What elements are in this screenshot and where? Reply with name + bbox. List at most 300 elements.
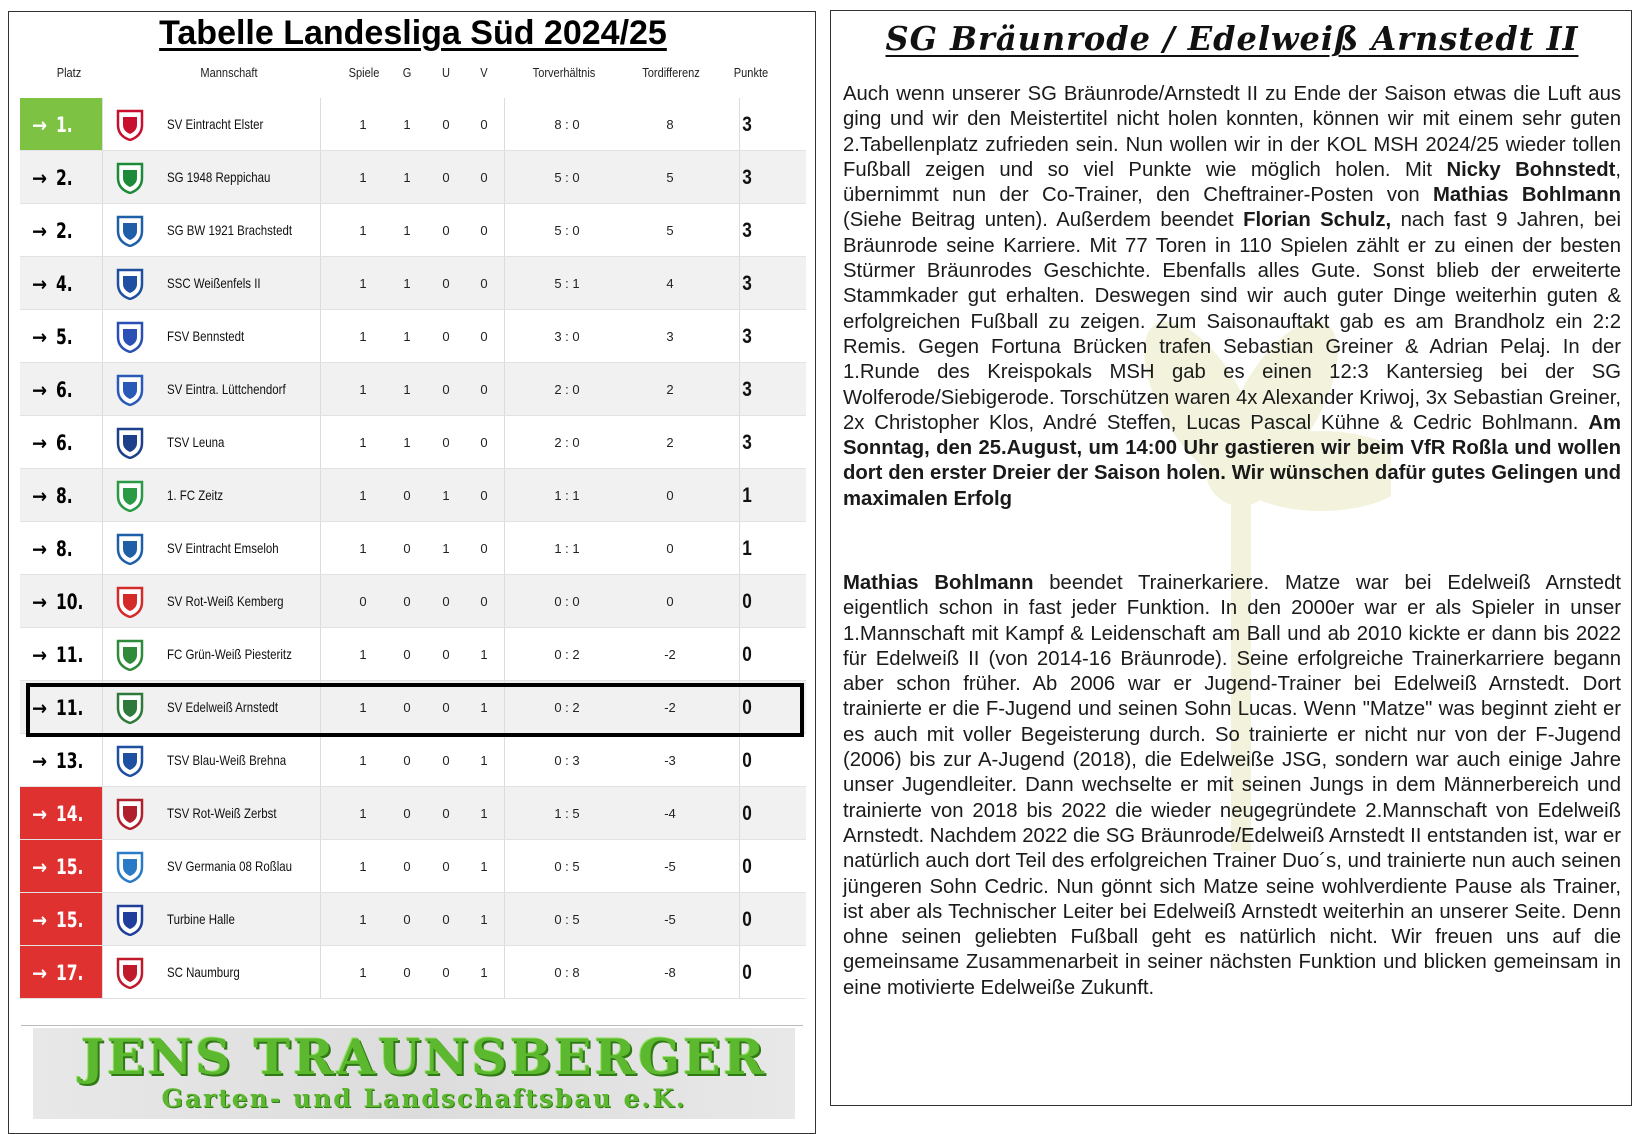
club-crest-icon [115, 427, 145, 459]
cell-diff: 0 [666, 594, 674, 609]
column-divider [320, 98, 321, 151]
table-row [20, 469, 806, 522]
column-divider [102, 787, 103, 840]
cell-diff: 4 [666, 276, 674, 291]
rank-cell [20, 787, 102, 840]
cell-spiele: 1 [359, 488, 367, 503]
rank-cell [20, 840, 102, 893]
article-paragraph-2 [843, 571, 1621, 1001]
rank-cell [20, 522, 102, 575]
cell-punkte: 3 [742, 378, 752, 401]
column-divider [320, 840, 321, 893]
cell-v: 0 [480, 382, 488, 397]
cell-u: 0 [442, 276, 450, 291]
club-crest-icon [115, 957, 145, 989]
cell-spiele: 1 [359, 329, 367, 344]
cell-v: 1 [480, 753, 488, 768]
rank-number: 6. [56, 377, 73, 402]
cell-u: 0 [442, 329, 450, 344]
standings-panel [8, 11, 816, 1134]
cell-v: 0 [480, 276, 488, 291]
cell-tore: 0 : 2 [554, 647, 580, 662]
cell-punkte: 3 [742, 219, 752, 242]
sponsor-name: JENS TRAUNSBERGER [80, 1028, 768, 1086]
cell-diff: 0 [666, 488, 674, 503]
rank-number: 8. [56, 483, 73, 508]
club-crest-icon [115, 162, 145, 194]
cell-punkte: 0 [742, 696, 752, 719]
table-row [20, 681, 806, 734]
header-mannschaft: Mannschaft [200, 65, 258, 80]
cell-diff: 5 [666, 223, 674, 238]
cell-v: 0 [480, 488, 488, 503]
team-name: SG 1948 Reppichau [167, 169, 271, 185]
cell-v: 0 [480, 117, 488, 132]
column-divider [320, 416, 321, 469]
cell-punkte: 3 [742, 272, 752, 295]
cell-punkte: 3 [742, 113, 752, 136]
cell-spiele: 1 [359, 541, 367, 556]
cell-spiele: 1 [359, 753, 367, 768]
column-divider [320, 257, 321, 310]
column-divider [504, 98, 505, 151]
column-divider [102, 681, 103, 734]
table-row [20, 575, 806, 628]
cell-tore: 1 : 1 [554, 488, 580, 503]
club-crest-icon [115, 480, 145, 512]
cell-u: 1 [442, 488, 450, 503]
cell-v: 1 [480, 965, 488, 980]
club-crest-icon [115, 692, 145, 724]
cell-g: 1 [403, 435, 411, 450]
cell-diff: 5 [666, 170, 674, 185]
cell-u: 0 [442, 382, 450, 397]
cell-u: 1 [442, 541, 450, 556]
cell-spiele: 1 [359, 117, 367, 132]
cell-punkte: 0 [742, 749, 752, 772]
column-divider [504, 840, 505, 893]
cell-u: 0 [442, 912, 450, 927]
cell-punkte: 0 [742, 961, 752, 984]
club-crest-icon [115, 904, 145, 936]
column-divider [504, 628, 505, 681]
cell-diff: -4 [664, 806, 676, 821]
rank-cell [20, 204, 102, 257]
column-divider [102, 628, 103, 681]
cell-diff: -5 [664, 912, 676, 927]
header-u: U [442, 65, 450, 80]
cell-g: 0 [403, 753, 411, 768]
cell-g: 1 [403, 170, 411, 185]
cell-u: 0 [442, 806, 450, 821]
trend-arrow-icon: → [32, 430, 48, 455]
team-name: SV Eintra. Lüttchendorf [167, 381, 286, 397]
table-row [20, 628, 806, 681]
sponsor-banner [21, 1025, 803, 1129]
table-row [20, 416, 806, 469]
club-crest-icon [115, 109, 145, 141]
cell-spiele: 1 [359, 859, 367, 874]
rank-cell [20, 893, 102, 946]
rank-number: 17. [56, 960, 84, 985]
cell-punkte: 0 [742, 855, 752, 878]
cell-u: 0 [442, 117, 450, 132]
cell-tore: 0 : 0 [554, 594, 580, 609]
table-row [20, 98, 806, 151]
column-divider [102, 734, 103, 787]
team-name: FSV Bennstedt [167, 328, 245, 344]
column-divider [504, 681, 505, 734]
body-text: nach fast 9 Jahren, bei Bräunrode seine Karriere. Mit 77 Toren in 110 Spielen zählt er zu einen der besten Stürmer Bräunrodes Geschichte. Ebenfalls alles Gute. Sonst blieb der erweiterte Stammkader gut erhalten. Deswegen sind wir auch guter Dinge weiterhin guten & erfolgreichen Fußball zu zeigen. Zum Saisonauftakt gab es am Brandholz ein 2:2 Remis. Gegen Fortuna Brücken trafen Sebastian Greiner & Adrian Pelaj. In der 1.Runde des Kreispokals MSH gab es einen 12:3 Kantersieg bei der SG Wolferode/Siebigerode. Torschützen waren 4x Alexander Kriwoj, 3x Sebastian Greiner, 2x Christopher Klos, André Steffen, Lucas Pascal Kühne & Cedric Bohlmann. [843, 209, 1621, 434]
club-crest-icon [115, 745, 145, 777]
rank-number: 6. [56, 430, 73, 455]
column-divider [320, 522, 321, 575]
cell-u: 0 [442, 435, 450, 450]
team-name: SV Rot-Weiß Kemberg [167, 593, 284, 609]
trend-arrow-icon: → [32, 642, 48, 667]
cell-u: 0 [442, 170, 450, 185]
cell-g: 0 [403, 541, 411, 556]
trend-arrow-icon: → [32, 483, 48, 508]
cell-diff: 8 [666, 117, 674, 132]
team-name: FC Grün-Weiß Piesteritz [167, 646, 292, 662]
cell-diff: 2 [666, 435, 674, 450]
trend-arrow-icon: → [32, 695, 48, 720]
column-divider [102, 946, 103, 999]
cell-tore: 2 : 0 [554, 382, 580, 397]
team-name: TSV Leuna [167, 434, 225, 450]
team-name: SSC Weißenfels II [167, 275, 261, 291]
column-divider [504, 151, 505, 204]
rank-number: 15. [56, 907, 84, 932]
row-separator [20, 998, 806, 999]
trend-arrow-icon: → [32, 589, 48, 614]
cell-diff: -2 [664, 700, 676, 715]
column-divider [320, 946, 321, 999]
rank-number: 13. [56, 748, 84, 773]
club-crest-icon [115, 851, 145, 883]
cell-punkte: 3 [742, 166, 752, 189]
cell-punkte: 3 [742, 325, 752, 348]
cell-u: 0 [442, 753, 450, 768]
cell-spiele: 1 [359, 965, 367, 980]
cell-tore: 0 : 3 [554, 753, 580, 768]
rank-number: 2. [56, 165, 73, 190]
rank-cell [20, 151, 102, 204]
table-row [20, 363, 806, 416]
rank-cell [20, 681, 102, 734]
rank-cell [20, 575, 102, 628]
column-divider [320, 310, 321, 363]
cell-g: 0 [403, 806, 411, 821]
column-divider [504, 416, 505, 469]
cell-punkte: 3 [742, 431, 752, 454]
cell-spiele: 1 [359, 382, 367, 397]
cell-g: 0 [403, 488, 411, 503]
column-divider [320, 469, 321, 522]
cell-u: 0 [442, 223, 450, 238]
column-divider [504, 204, 505, 257]
table-row [20, 893, 806, 946]
column-divider [504, 363, 505, 416]
cell-g: 1 [403, 329, 411, 344]
rank-number: 11. [56, 642, 84, 667]
table-row [20, 946, 806, 999]
emphasis-text: Mathias Bohlmann [1432, 184, 1621, 207]
cell-tore: 3 : 0 [554, 329, 580, 344]
rank-cell [20, 628, 102, 681]
trend-arrow-icon: → [32, 218, 48, 243]
cell-punkte: 0 [742, 590, 752, 613]
column-divider [504, 893, 505, 946]
cell-g: 1 [403, 223, 411, 238]
rank-number: 5. [56, 324, 73, 349]
article-title: SG Bräunrode / Edelweiß Arnstedt II [885, 19, 1579, 58]
cell-spiele: 1 [359, 806, 367, 821]
cell-diff: -8 [664, 965, 676, 980]
cell-tore: 2 : 0 [554, 435, 580, 450]
cell-tore: 8 : 0 [554, 117, 580, 132]
cell-tore: 5 : 1 [554, 276, 580, 291]
column-divider [102, 151, 103, 204]
team-name: SG BW 1921 Brachstedt [167, 222, 293, 238]
table-row [20, 310, 806, 363]
header-spiele: Spiele [348, 65, 380, 80]
trend-arrow-icon: → [32, 324, 48, 349]
cell-u: 0 [442, 647, 450, 662]
column-divider [102, 469, 103, 522]
cell-tore: 0 : 5 [554, 859, 580, 874]
column-divider [504, 575, 505, 628]
table-row [20, 151, 806, 204]
cell-g: 0 [403, 912, 411, 927]
column-divider [320, 681, 321, 734]
rank-cell [20, 946, 102, 999]
body-text: Auch wenn unserer SG Bräunrode/Arnstedt II zu Ende der Saison etwas die Luft aus ging und wir den Meistertitel nicht holen konnten, können wir mit einem sehr guten 2.Tabellenplatz zufrieden sein. Nun wollen wir in der KOL MSH 2024/25 wieder tollen Fußball zeigen und so viel Punkte wie möglich holen. Mit [843, 83, 1621, 181]
cell-u: 0 [442, 965, 450, 980]
club-crest-icon [115, 321, 145, 353]
cell-diff: 2 [666, 382, 674, 397]
cell-diff: 3 [666, 329, 674, 344]
club-crest-icon [115, 586, 145, 618]
cell-punkte: 0 [742, 802, 752, 825]
table-title [9, 14, 817, 53]
cell-g: 0 [403, 647, 411, 662]
rank-number: 2. [56, 218, 73, 243]
rank-cell [20, 98, 102, 151]
cell-g: 1 [403, 382, 411, 397]
club-crest-icon [115, 798, 145, 830]
column-divider [504, 469, 505, 522]
column-divider [102, 575, 103, 628]
trend-arrow-icon: → [32, 801, 48, 826]
rank-number: 1. [56, 112, 73, 137]
column-divider [102, 363, 103, 416]
cell-spiele: 1 [359, 223, 367, 238]
column-divider [102, 98, 103, 151]
club-crest-icon [115, 268, 145, 300]
cell-spiele: 1 [359, 912, 367, 927]
column-divider [504, 787, 505, 840]
cell-v: 0 [480, 435, 488, 450]
team-name: SV Germania 08 Roßlau [167, 858, 293, 874]
cell-diff: -5 [664, 859, 676, 874]
column-divider [102, 522, 103, 575]
table-row [20, 522, 806, 575]
rank-number: 10. [56, 589, 84, 614]
cell-g: 1 [403, 276, 411, 291]
body-text: beendet Trainerkariere. Matze war bei Edelweiß Arnstedt eigentlich schon in fast jeder Funktion. In den 2000er war er als Spieler in unser 1.Mannschaft mit Kampf & Leidenschaft am Ball und ab 2010 kickte er dann bis 2022 für Edelweiß II (von 2014-16 Bräunrode). Seine erfolgreiche Trainerkarriere begann aber schon früher. Ab 2006 war er Jugend-Trainer bei Edelweiß Arnstedt. Dort trainierte er die F-Jugend und seinen Sohn Lucas. Wenn "Matze" was beginnt zieht er es auch mit voller Begeisterung durch. So trainierte er nicht nur von der F-Jugend (2006) bis zur A-Jugend (2018), die Edelweiße JSG, sondern war auch einige Jahre unser Jugendleiter. Dann wechselte er mit seinen Jungs in dem Männerbereich und trainierte von 2018 bis 2022 die wieder neugegründete 2.Mannschaft von Edelweiß Arnstedt. Nachdem 2022 die SG Bräunrode/Edelweiß Arnstedt II entstanden ist, war er natürlich auch dort Teil des erfolgreichen Trainer Duo´s, und trainierte nun auch seinen jüngeren Sohn Cedric. Nun gönnt sich Matze seine wohlverdiente Pause als Trainer, ist aber als Technischer Leiter bei Edelweiß Arnstedt weiterhin an unserer Seite. Denn ohne seinen geliebten Fußball geht es natürlich nicht. Wir freuen uns auf die gemeinsame Zusammenarbeit in seiner nächsten Funktion und blicken gemeinsam in eine motivierte Edelweiße Zukunft. [843, 572, 1621, 999]
table-row [20, 257, 806, 310]
emphasis-text: Am Sonntag, den 25.August, um 14:00 Uhr gastieren wir beim VfR Roßla und wollen dort den erster Dreier der Saison holen. Wir wünschen dafür gutes Gelingen und maximalen Erfolg [843, 411, 1621, 510]
sponsor-subtitle: Garten- und Landschaftsbau e.K. [161, 1084, 687, 1113]
table-row [20, 204, 806, 257]
team-name: SV Eintracht Elster [167, 116, 264, 132]
cell-diff: -3 [664, 753, 676, 768]
column-divider [320, 628, 321, 681]
table-row [20, 787, 806, 840]
trend-arrow-icon: → [32, 377, 48, 402]
cell-tore: 5 : 0 [554, 170, 580, 185]
club-crest-icon [115, 374, 145, 406]
trend-arrow-icon: → [32, 854, 48, 879]
column-divider [320, 151, 321, 204]
cell-v: 0 [480, 170, 488, 185]
cell-v: 1 [480, 700, 488, 715]
cell-punkte: 0 [742, 643, 752, 666]
column-divider [102, 840, 103, 893]
cell-v: 0 [480, 223, 488, 238]
column-divider [320, 204, 321, 257]
trend-arrow-icon: → [32, 112, 48, 137]
cell-u: 0 [442, 594, 450, 609]
column-divider [504, 257, 505, 310]
cell-u: 0 [442, 700, 450, 715]
rank-cell [20, 469, 102, 522]
trend-arrow-icon: → [32, 748, 48, 773]
cell-tore: 0 : 5 [554, 912, 580, 927]
rank-number: 15. [56, 854, 84, 879]
cell-g: 0 [403, 965, 411, 980]
team-name: SV Eintracht Emseloh [167, 540, 279, 556]
article-panel [830, 10, 1632, 1106]
cell-spiele: 1 [359, 276, 367, 291]
column-divider [102, 204, 103, 257]
emphasis-text: Mathias Bohlmann [843, 572, 1034, 594]
cell-v: 1 [480, 912, 488, 927]
column-divider [102, 310, 103, 363]
rank-cell [20, 734, 102, 787]
header-v: V [480, 65, 488, 80]
team-name: TSV Blau-Weiß Brehna [167, 752, 287, 768]
team-name: SC Naumburg [167, 964, 240, 980]
article-paragraph-1 [843, 82, 1621, 512]
cell-u: 0 [442, 859, 450, 874]
column-divider [320, 787, 321, 840]
cell-tore: 0 : 2 [554, 700, 580, 715]
emphasis-text: Florian Schulz, [1243, 209, 1392, 232]
column-divider [504, 310, 505, 363]
cell-diff: -2 [664, 647, 676, 662]
rank-cell [20, 310, 102, 363]
cell-tore: 5 : 0 [554, 223, 580, 238]
column-divider [320, 575, 321, 628]
column-divider [504, 522, 505, 575]
cell-spiele: 1 [359, 647, 367, 662]
cell-spiele: 1 [359, 700, 367, 715]
team-name: Turbine Halle [167, 911, 235, 927]
cell-spiele: 1 [359, 435, 367, 450]
cell-v: 1 [480, 806, 488, 821]
column-divider [320, 734, 321, 787]
team-name: SV Edelweiß Arnstedt [167, 699, 279, 715]
cell-g: 0 [403, 700, 411, 715]
header-punkte: Punkte [733, 65, 769, 80]
cell-v: 1 [480, 647, 488, 662]
cell-g: 0 [403, 859, 411, 874]
column-divider [320, 893, 321, 946]
column-divider [102, 416, 103, 469]
cell-v: 0 [480, 329, 488, 344]
header-tordifferenz: Tordifferenz [642, 65, 700, 80]
column-divider [320, 363, 321, 416]
rank-cell [20, 257, 102, 310]
standings-table [20, 98, 806, 999]
trend-arrow-icon: → [32, 536, 48, 561]
trend-arrow-icon: → [32, 165, 48, 190]
rank-cell [20, 416, 102, 469]
cell-tore: 0 : 8 [554, 965, 580, 980]
rank-number: 11. [56, 695, 84, 720]
cell-spiele: 0 [359, 594, 367, 609]
table-row [20, 734, 806, 787]
cell-punkte: 1 [742, 484, 752, 507]
cell-punkte: 0 [742, 908, 752, 931]
emphasis-text: Nicky Bohnstedt [1446, 158, 1616, 181]
trend-arrow-icon: → [32, 907, 48, 932]
rank-cell [20, 363, 102, 416]
club-crest-icon [115, 533, 145, 565]
trend-arrow-icon: → [32, 960, 48, 985]
club-crest-icon [115, 639, 145, 671]
cell-v: 1 [480, 859, 488, 874]
cell-tore: 1 : 5 [554, 806, 580, 821]
column-divider [504, 946, 505, 999]
column-divider [102, 893, 103, 946]
cell-v: 0 [480, 594, 488, 609]
team-name: 1. FC Zeitz [167, 487, 224, 503]
cell-v: 0 [480, 541, 488, 556]
column-divider [504, 734, 505, 787]
cell-punkte: 1 [742, 537, 752, 560]
cell-spiele: 1 [359, 170, 367, 185]
cell-g: 0 [403, 594, 411, 609]
rank-number: 14. [56, 801, 84, 826]
rank-number: 8. [56, 536, 73, 561]
header-g: G [402, 65, 412, 80]
club-crest-icon [115, 215, 145, 247]
cell-g: 1 [403, 117, 411, 132]
table-title-text: Tabelle Landesliga Süd 2024/25 [159, 14, 667, 52]
table-row [20, 840, 806, 893]
body-text: (Siehe Beitrag unten). Außerdem beendet [843, 209, 1244, 232]
body-text: , übernimmt nun der Co-Trainer, den Cheftrainer-Posten von [843, 158, 1621, 207]
cell-tore: 1 : 1 [554, 541, 580, 556]
rank-number: 4. [56, 271, 73, 296]
trend-arrow-icon: → [32, 271, 48, 296]
team-name: TSV Rot-Weiß Zerbst [167, 805, 277, 821]
column-divider [102, 257, 103, 310]
